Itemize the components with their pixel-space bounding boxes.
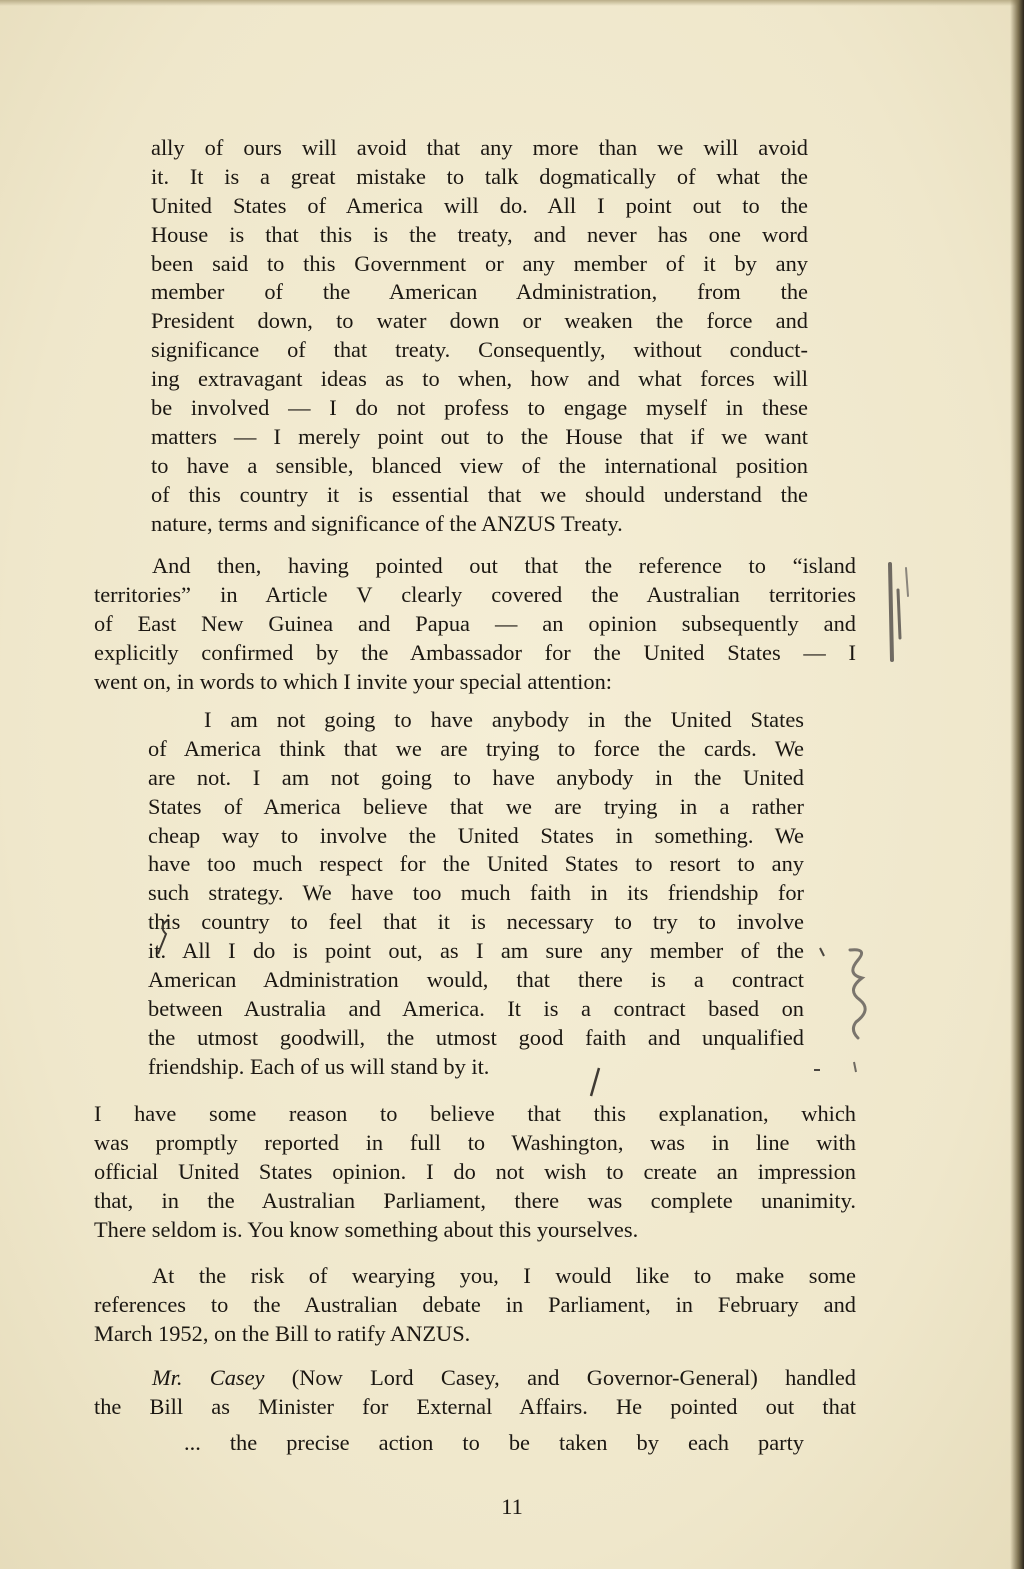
- text-line: At the risk of wearying you, I would like to make some: [152, 1263, 856, 1288]
- text-line: between Australia and America. It is a contract based on: [148, 995, 804, 1021]
- pencil-slash-mark: [148, 912, 178, 962]
- text-line: was promptly reported in full to Washington, was in line with: [94, 1129, 856, 1155]
- text-line: that, in the Australian Parliament, there was complete unanimity.: [94, 1187, 856, 1213]
- page-top-edge: [0, 0, 1024, 6]
- text-fragment: (Now Lord Casey, and Governor-General) handled: [264, 1365, 856, 1390]
- body-paragraph: [94, 1262, 856, 1349]
- text-line: member of the American Administration, from the: [151, 279, 808, 305]
- text-line: And then, having pointed out that the reference to “island: [152, 553, 856, 578]
- text-line: [94, 1364, 856, 1393]
- text-line: it. It is a great mistake to talk dogmatically of what the: [151, 163, 808, 189]
- block-quote: [184, 1429, 804, 1458]
- text-line: of America think that we are trying to force the cards. We: [148, 735, 804, 761]
- block-quote: [148, 706, 804, 1082]
- text-line: it. All I do is point out, as I am sure any member of the: [148, 938, 804, 964]
- text-line: I am not going to have anybody in the United States: [204, 707, 804, 732]
- text-line: went on, in words to which I invite your special attention:: [94, 668, 612, 694]
- text-line: to have a sensible, blanced view of the international position: [151, 452, 808, 478]
- text-line: ... the precise action to be taken by each party: [184, 1430, 804, 1455]
- text-line: of this country it is essential that we should understand the: [151, 481, 808, 507]
- text-line: House is that this is the treaty, and never has one word: [151, 221, 808, 247]
- body-paragraph: [94, 552, 856, 696]
- text-line: been said to this Government or any member of it by any: [151, 250, 808, 276]
- text-line: States of America believe that we are trying in a rather: [148, 793, 804, 819]
- text-line: of East New Guinea and Papua — an opinion subsequently and: [94, 610, 856, 636]
- text-line: be involved — I do not profess to engage myself in these: [151, 395, 808, 421]
- text-line: ing extravagant ideas as to when, how and what forces will: [151, 366, 808, 392]
- text-line: matters — I merely point out to the House that if we want: [151, 423, 808, 449]
- pencil-margin-bracket: [880, 560, 920, 670]
- text-line: friendship. Each of us will stand by it.: [148, 1053, 490, 1079]
- text-line: There seldom is. You know something about this yourselves.: [94, 1216, 639, 1242]
- body-paragraph: [94, 1364, 856, 1422]
- text-line: President down, to water down or weaken the force and: [151, 308, 808, 334]
- text-line: nature, terms and significance of the ANZUS Treaty.: [151, 510, 623, 536]
- text-line: the Bill as Minister for External Affairs. He pointed out that: [94, 1393, 856, 1419]
- text-line: United States of America will do. All I point out to the: [151, 192, 808, 218]
- text-line: this country to feel that it is necessary to try to involve: [148, 909, 804, 935]
- text-line: territories” in Article V clearly covered the Australian territories: [94, 581, 856, 607]
- text-line: official United States opinion. I do not wish to create an impression: [94, 1158, 856, 1184]
- text-line: I have some reason to believe that this explanation, which: [94, 1101, 856, 1126]
- pencil-margin-scribble: [810, 930, 890, 1090]
- text-line: are not. I am not going to have anybody in the United: [148, 764, 804, 790]
- body-paragraph: [94, 1100, 856, 1244]
- text-line: significance of that treaty. Consequently, without conduct-: [151, 337, 808, 363]
- text-line: March 1952, on the Bill to ratify ANZUS.: [94, 1320, 471, 1346]
- speaker-name: Mr. Casey: [152, 1365, 265, 1390]
- text-line: explicitly confirmed by the Ambassador for the United States — I: [94, 639, 856, 665]
- text-line: such strategy. We have too much faith in its friendship for: [148, 880, 804, 906]
- page-right-edge: [1010, 0, 1024, 1569]
- text-line: American Administration would, that there is a contract: [148, 967, 804, 993]
- text-line: have too much respect for the United States to resort to any: [148, 851, 804, 877]
- quoted-paragraph-continued: [151, 134, 808, 538]
- text-line: ally of ours will avoid that any more than we will avoid: [151, 135, 808, 160]
- text-line: the utmost goodwill, the utmost good faith and unqualified: [148, 1024, 804, 1050]
- text-line: references to the Australian debate in Parliament, in February and: [94, 1291, 856, 1317]
- pencil-slash-mark: [585, 1064, 605, 1100]
- page-number: 11: [501, 1494, 523, 1519]
- text-line: cheap way to involve the United States in something. We: [148, 822, 804, 848]
